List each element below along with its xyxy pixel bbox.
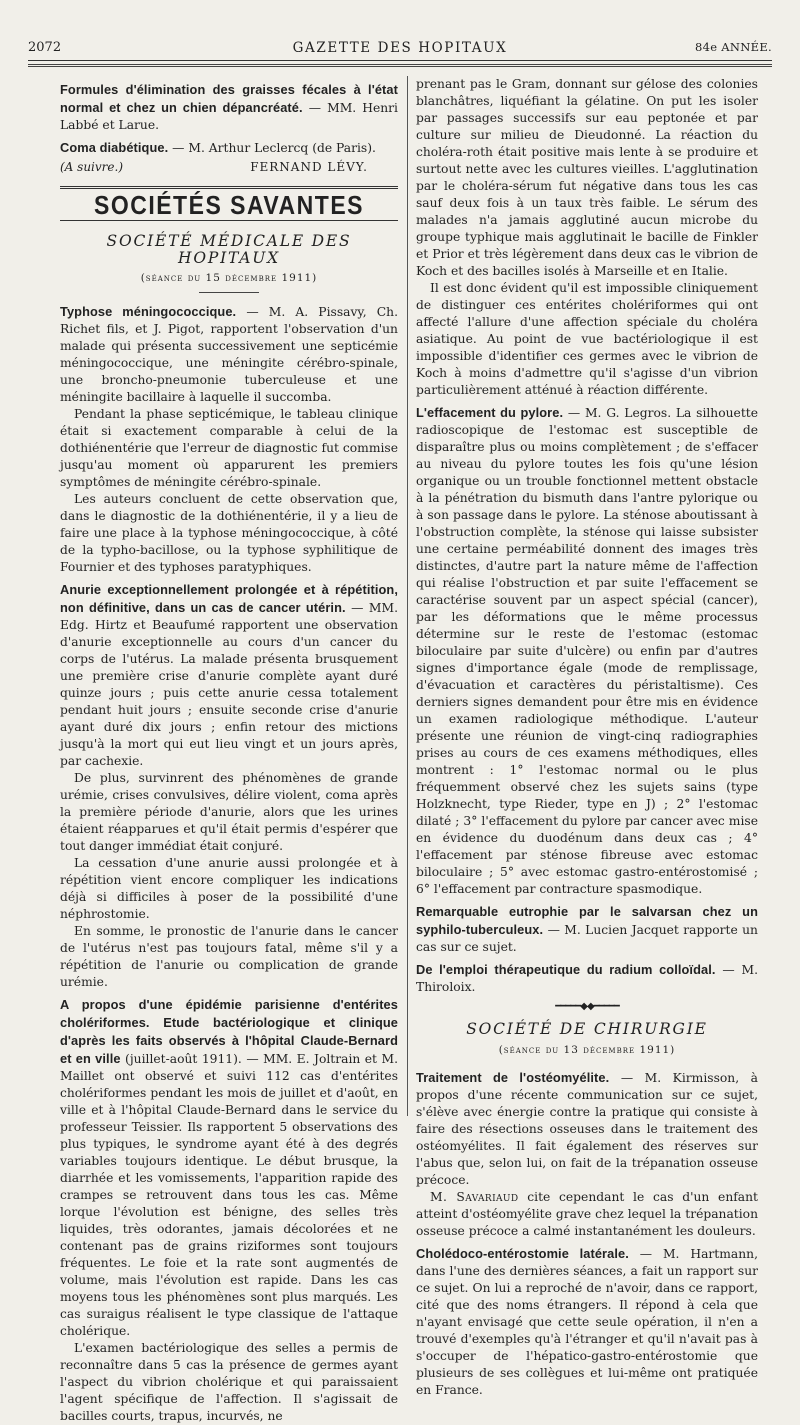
article-text: rapportent l'observation d'un malade qui présenta successivement une septicémie méningococcique, une méningite cérébro-spinale, une broncho-pneumonie tuberculeuse et une méningite bacillaire à laquelle il succomba. (60, 322, 398, 404)
ref-title: Coma diabétique. (60, 140, 169, 155)
article-text: rapporte un cas sur ce sujet. (416, 923, 758, 954)
article-authors: (juillet-août 1911). — MM. E. Joltrain et M. Maillet (60, 1052, 398, 1083)
section-rule-bottom (60, 220, 398, 221)
ref-authors: — M. Arthur Leclercq (de Paris). (168, 141, 376, 155)
article-text: dans l'une des dernières séances, a fait un rapport sur ce sujet. On lui a reproché de n'avoir, dans ce rapport, cité que des noms étrangers. Il répond à cela que n'ayant envisagé que cette seule opération, il n'en a trouvé d'exemples qu'à l'étranger et qu'il n'avait pas à s'occuper de l'hépatico-gastro-entérostomie que plusieurs de ses collègues et lui-même ont pratiquée en France. (416, 1264, 758, 1397)
society-title: SOCIÉTÉ MÉDICALE DES HOPITAUX (106, 232, 352, 267)
article-title: A propos d'une épidémie parisienne d'entérites cholériformes. Etude bactériologique et clinique d'après les faits observés à l'hôpital Claude-Bernard et en ville (60, 997, 398, 1066)
article-text: à propos d'une récente communication sur ce sujet, s'élève avec énergie contre la pratique qui consiste à faire des résections osseuses dans le traitement des ostéomyélites. Il fait également des réserves sur l'abus que, selon lui, on fait de la trépanation osseuse précoce. (416, 1071, 759, 1187)
article-paragraph (416, 404, 758, 898)
header-double-rule (28, 64, 772, 67)
session-date: (séance du 15 décembre 1911) (140, 272, 318, 284)
ref-title: Formules d'élimination des graisses fécales à l'état normal et chez un chien dépancréaté. (60, 82, 398, 115)
article-paragraph (416, 961, 758, 996)
article-paragraph (60, 996, 398, 1340)
signature-row (60, 159, 398, 176)
article-paragraph (416, 1069, 758, 1189)
section-rule-top (60, 186, 398, 189)
column-divider (407, 76, 408, 1116)
session-date: (séance du 13 décembre 1911) (498, 1044, 676, 1056)
article-paragraph: En somme, le pronostic de l'anurie dans le cancer de l'utérus n'est pas toujours fatal, même s'il y a répétition de l'anurie ou complication de grande urémie. (60, 924, 398, 989)
article-title: L'effacement du pylore. (416, 405, 564, 420)
article-authors: — M. Kirmisson, (609, 1071, 740, 1085)
header-rule (28, 60, 772, 61)
left-column (60, 76, 398, 1423)
article-paragraph: Les auteurs concluent de cette observation que, dans le diagnostic de la dothiénentérie, il y a lieu de faire une place à la typhose méningococcique, à côté de la typho-bacillose, ou la typhose syphilitique de Fournier et des typhoses paratyphiques. (60, 492, 398, 574)
ref-authors: — MM. Henri Labbé et Larue. (60, 101, 398, 132)
author-signature: FERNAND LÉVY. (250, 160, 368, 174)
article-authors: — M. Hartmann, (628, 1247, 758, 1261)
year-label: 84e ANNÉE. (695, 40, 772, 54)
article-paragraph (416, 903, 758, 956)
article-title: Cholédoco-entérostomie latérale. (416, 1246, 629, 1261)
article-paragraph (416, 1245, 758, 1399)
article-paragraph: L'examen bactériologique des selles a permis de reconnaître dans 5 cas la présence de germes ayant l'aspect du vibrion cholérique et qui paraissaient l'agent spécifique de l'affection. Il s'agissait de bacilles courts, trapus, incurvés, ne (60, 1341, 398, 1423)
article-authors: — M. A. Pissavy, Ch. Richet fils, et J. Pigot, (60, 305, 398, 336)
article-text: ont observé et suivi 112 cas d'entérites cholériformes pendant les mois de juillet et d'août, en ville et à l'hôpital Claude-Bernard dans le service du professeur Teissier. Ils rapportent 5 observations des plus typiques, le syndrome ayant été à des degrés variables toujours identique. Le début brusque, la diarrhée et les vomissements, l'apparition rapide des crampes se retrouvent dans tous les cas. Même lorque l'évolution est bénigne, des selles très liquides, très odorantes, jamais décolorées et ne contenant pas de grains riziformes sont toujours fréquentes. Le foie et la rate sont augmentés de volume, mais l'évolution est rapide. Dans les cas moyens tous les phénomènes sont plus marqués. Les cas suraigus réalisent le type classique de l'attaque cholérique. (60, 1069, 398, 1338)
article-paragraph: De plus, survinrent des phénomènes de grande urémie, crises convulsives, délire violent, coma après la première période d'anurie, alors que les urines étaient réapparues et qu'il était permis d'espérer que tout danger immédiat était conjuré. (60, 771, 398, 853)
article-text: La silhouette radioscopique de l'estomac est susceptible de disparaître plus ou moins complètement ; de s'effacer au niveau du pylore toutes les fois qu'une lésion organique ou un trouble fonctionnel mettent obstacle à la pénétration du bismuth dans l'antre pylorique ou à son passage dans le pylore. La sténose aboutissant à l'obstruction complète, la sténose qui laisse subsister une certaine perméabilité donnent des images très distinctes, d'autre part la nature même de l'affection qui réalise l'obstruction et par suite l'effacement se caractérise souvent par un aspect spécial (cancer), par les déformations que le même processus détermine sur le reste de l'estomac (estomac biloculaire par suite d'ulcère) ou enfin par d'autres signes d'importance égale (mode de remplissage, d'évacuation et caractères du péristaltisme). Ces derniers signes demandent pour être mis en évidence un examen radiologique méthodique. L'auteur présente une réunion de vingt-cinq radiographies prises au cours de ces examens méthodiques, elles montrent : 1° l'estomac normal ou le plus fréquemment observé chez les sujets sains (type Holzknecht, type Rieder, type en J) ; 2° l'estomac dilaté ; 3° l'effacement du pylore par cancer avec mise en évidence du duodénum dans deux cas ; 4° l'effacement par sténose fibreuse avec estomac biloculaire ; 5° avec estomac gastro-entérostomisé ; 6° l'effacement par contracture spasmodique. (416, 406, 758, 896)
page-header (28, 40, 772, 62)
article-paragraph: Il est donc évident qu'il est impossible cliniquement de distinguer ces entérites cholériformes qui ont affecté l'allure d'une affection spéciale du choléra asiatique. Au point de vue bactériologique il est impossible d'identifier ces germes avec le vibrion de Koch à moins d'admettre qu'il s'agisse d'un vibrion particulièrement atténué à réaction différente. (416, 281, 758, 397)
journal-title: GAZETTE DES HOPITAUX (292, 40, 508, 56)
article-title: De l'emploi thérapeutique du radium colloïdal. (416, 962, 716, 977)
ornament-divider: ━━━━━◆◆━━━━━ (555, 1001, 619, 1012)
right-column (416, 76, 759, 1397)
article-paragraph: prenant pas le Gram, donnant sur gélose des colonies blanchâtres, liquéfiant la gélatine. On put les isoler par passages successifs sur eau peptonée et par culture sur milieu de Dieudonné. La réaction du choléra-roth était positive mais lente à se produire et surtout nette avec les cultures vieilles. L'agglutination par le choléra-sérum fut négative dans tous les cas sauf deux fois à un taux très faible. Le sérum des malades n'a jamais agglutiné aucun microbe du groupe typhique mais agglutinait le bacille de Finkler et Prior et très légèrement dans deux cas le vibrion de Koch et des bacilles isolés à Marseille et en Italie. (416, 77, 758, 278)
section-title: SOCIÉTÉS SAVANTES (93, 190, 365, 220)
article-title: Remarquable eutrophie par le salvarsan chez un syphilo-tuberculeux. (416, 904, 758, 937)
society-title: SOCIÉTÉ DE CHIRURGIE (466, 1020, 708, 1038)
article-paragraph (60, 303, 398, 406)
ref-item (60, 139, 398, 157)
article-authors: — M. Lucien Jacquet (543, 923, 679, 937)
article-paragraph: La cessation d'une anurie aussi prolongée et à répétition vient encore compliquer les indications déjà si difficiles à poser de la possibilité d'une néphrostomie. (60, 856, 398, 921)
article-authors: M. Savariaud (430, 1190, 519, 1204)
article-text: cite cependant le cas d'un enfant atteint d'ostéomyélite grave chez lequel la trépanation osseuse précoce a calmé instantanément les douleurs. (416, 1190, 758, 1238)
article-authors: — M. Thiroloix. (416, 963, 758, 994)
article-paragraph (416, 1189, 758, 1240)
to-be-continued: (A suivre.) (60, 160, 123, 174)
page-number: 2072 (28, 40, 62, 55)
article-authors: — M. G. Legros. (563, 406, 672, 420)
article-title: Anurie exceptionnellement prolongée et à répétition, non définitive, dans un cas de cancer utérin. (60, 582, 398, 615)
article-title: Traitement de l'ostéomyélite. (416, 1070, 610, 1085)
short-rule (199, 292, 259, 293)
article-paragraph: Pendant la phase septicémique, le tableau clinique était si exactement comparable à celui de la dothiénentérie que l'erreur de diagnostic fut commise jusqu'au moment où apparurent les premiers symptômes de méningite cérébro-spinale. (60, 407, 398, 489)
article-authors: — MM. Edg. Hirtz et Beaufumé (60, 601, 398, 632)
article-text: rapportent une observation d'anurie exceptionnelle au cours d'un cancer du corps de l'utérus. La malade présenta brusquement une première crise d'anurie complète ayant duré quinze jours ; puis cette anurie cessa totalement pendant huit jours ; ensuite seconde crise d'anurie ayant duré dix jours ; enfin retour des mictions jusqu'à la mort qui eut lieu vingt et un jours après, par cachexie. (60, 618, 398, 768)
ref-item (60, 81, 398, 134)
article-paragraph (60, 581, 398, 770)
article-title: Typhose méningococcique. (60, 304, 237, 319)
